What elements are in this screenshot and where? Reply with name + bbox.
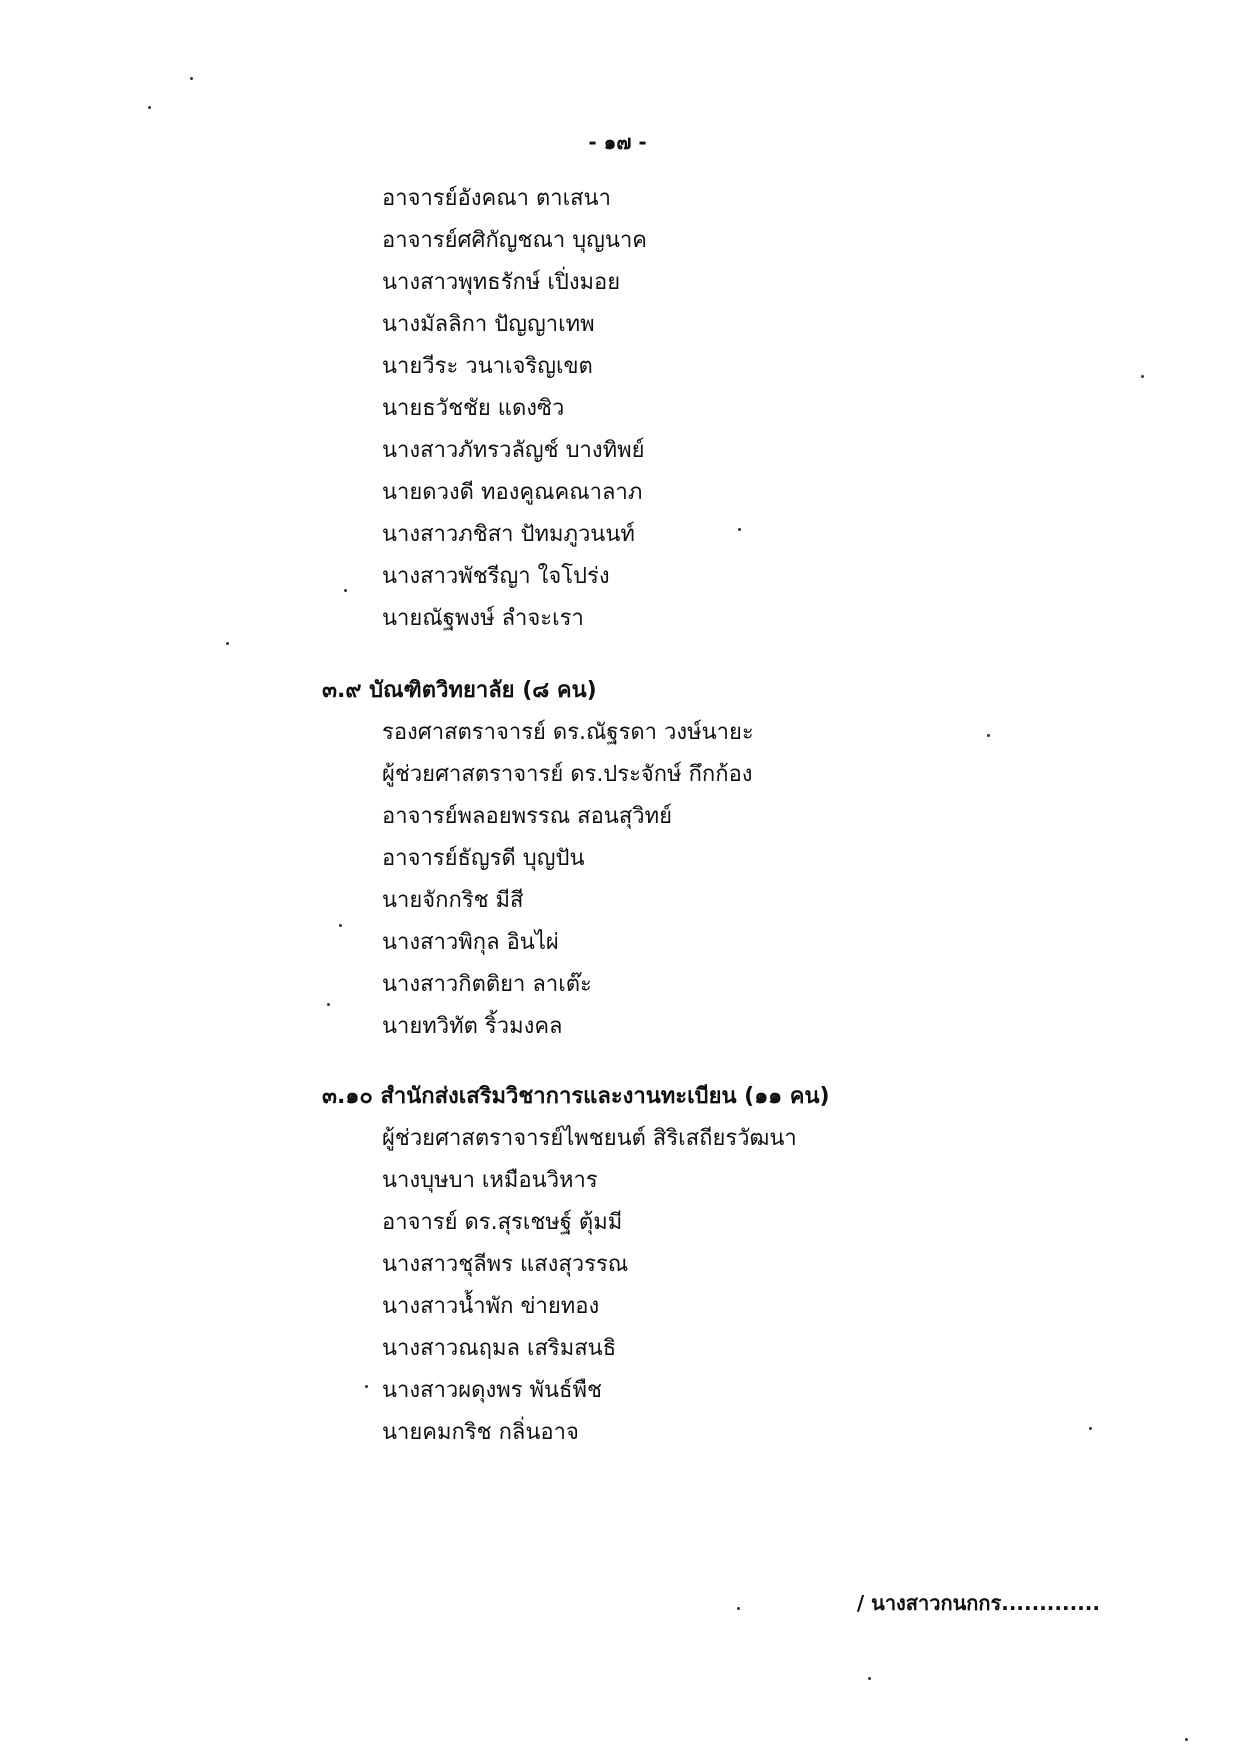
list-item: นางบุษบา เหมือนวิหาร [382, 1168, 598, 1193]
scan-speck [738, 528, 741, 531]
scan-speck [327, 1003, 330, 1006]
list-item: นายธวัชชัย แดงซิว [382, 396, 565, 421]
list-item: อาจารย์ ดร.สุรเชษฐ์ ตุ้มมี [382, 1210, 623, 1235]
section-heading-academic-registration: ๓.๑๐ สำนักส่งเสริมวิชาการและงานทะเบียน (๑๑ คน) [322, 1084, 830, 1109]
scan-speck [190, 77, 193, 80]
name-list-academic-registration [382, 1118, 797, 1454]
list-item: นางสาวน้ำพัก ข่ายทอง [382, 1294, 600, 1319]
scan-speck [339, 924, 342, 927]
list-item: นายทวิทัต ริ้วมงคล [382, 1014, 563, 1039]
scan-speck [1185, 1738, 1188, 1741]
list-item: อาจารย์อังคณา ตาเสนา [382, 186, 611, 211]
list-item: ผู้ช่วยศาสตราจารย์ ดร.ประจักษ์ กึกก้อง [382, 762, 753, 787]
list-item: นางสาวภชิสา ปัทมภูวนนท์ [382, 522, 635, 547]
scan-speck [148, 106, 151, 109]
list-item: นางสาวกิตติยา ลาเต๊ะ [382, 972, 592, 997]
name-list-graduate-school [382, 712, 754, 1048]
list-item: นางสาวชุลีพร แสงสุวรรณ [382, 1252, 629, 1277]
list-item: อาจารย์ศศิกัญชณา บุญนาค [382, 228, 648, 253]
scan-speck [987, 734, 990, 737]
list-item: นางสาวพิกุล อินไผ่ [382, 930, 559, 955]
list-item: นายดวงดี ทองคูณคณาลาภ [382, 480, 643, 505]
list-item: อาจารย์ธัญรดี บุญปัน [382, 846, 585, 871]
scan-speck [868, 1677, 871, 1680]
scan-speck [344, 589, 347, 592]
list-item: นายคมกริช กลิ่นอาจ [382, 1420, 579, 1445]
list-item: นางสาวภัทรวลัญช์ บางทิพย์ [382, 438, 645, 463]
scan-speck [737, 1607, 740, 1610]
list-item: อาจารย์พลอยพรรณ สอนสุวิทย์ [382, 804, 672, 829]
scan-speck [1089, 1427, 1092, 1430]
list-item: นางสาวพุทธรักษ์ เปิ่งมอย [382, 270, 621, 295]
list-item: นางสาวผดุงพร พันธ์พืช [382, 1378, 602, 1403]
name-list-intro [382, 178, 647, 640]
list-item: นายณัฐพงษ์ ลำจะเรา [382, 606, 584, 631]
continuation-note: / นางสาวกนกกร............. [856, 1591, 1100, 1615]
page-number: - ๑๗ - [588, 130, 647, 154]
list-item: นางสาวณฤมล เสริมสนธิ [382, 1336, 617, 1361]
list-item: นางสาวพัชรีญา ใจโปร่ง [382, 564, 610, 589]
section-heading-graduate-school: ๓.๙ บัณฑิตวิทยาลัย (๘ คน) [322, 678, 597, 703]
list-item: นายวีระ วนาเจริญเขต [382, 354, 593, 379]
list-item: นางมัลลิกา ปัญญาเทพ [382, 312, 595, 337]
list-item: รองศาสตราจารย์ ดร.ณัฐรดา วงษ์นายะ [382, 720, 754, 745]
list-item: นายจักกริช มีสี [382, 888, 524, 913]
scan-speck [1141, 375, 1144, 378]
scan-speck [365, 1385, 368, 1388]
scan-speck [226, 642, 229, 645]
list-item: ผู้ช่วยศาสตราจารย์ไพชยนต์ สิริเสถียรวัฒนา [382, 1126, 797, 1151]
